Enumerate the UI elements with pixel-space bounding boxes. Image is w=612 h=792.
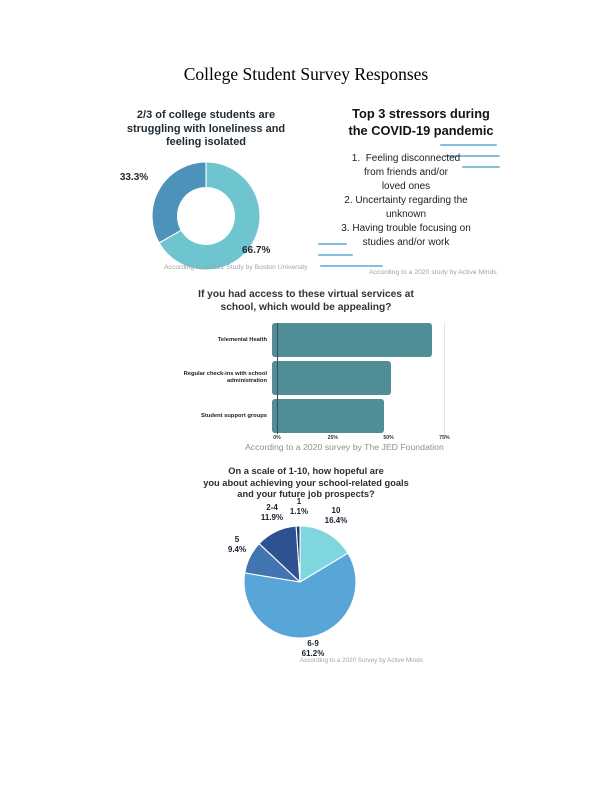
stressor-item-line: 1. Feeling disconnected — [351, 153, 461, 164]
donut-heading-line: struggling with loneliness and — [126, 122, 286, 135]
bar-category-label: Regular check-ins with school administration — [183, 371, 267, 384]
bar-source-caption: According to a 2020 survey by The JED Foundation — [245, 442, 444, 452]
stressors-list — [320, 152, 492, 250]
bar-track — [272, 361, 460, 395]
stressor-item-line: from friends and/or — [364, 167, 448, 178]
stressor-item-line: loved ones — [381, 181, 431, 192]
bar-track — [272, 323, 460, 357]
bar-row — [155, 399, 460, 433]
donut-source-caption: According to a 2021 Study by Boston University — [164, 264, 308, 271]
virtual-services-bar-chart — [155, 323, 460, 445]
pie-label-2-4: 2-4 11.9% — [260, 503, 284, 522]
decorative-line — [318, 254, 353, 256]
bar-row — [155, 323, 460, 357]
bar-category-label: Telemental Health — [217, 336, 267, 343]
pie-chart-title-line: and your future job prospects? — [237, 489, 375, 499]
bar-regular-check-ins — [272, 361, 391, 395]
decorative-line — [320, 265, 383, 267]
pie-chart-title-line: On a scale of 1-10, how hopeful are — [228, 466, 384, 476]
pie-source-caption: According to a 2020 Survey by Active Minds — [300, 657, 423, 664]
hopefulness-pie-chart — [243, 525, 357, 639]
donut-heading-line: feeling isolated — [165, 136, 247, 148]
bar-track — [272, 399, 460, 433]
x-tick-label: 0% — [273, 435, 281, 441]
stressors-heading — [338, 106, 504, 139]
x-tick-label: 25% — [327, 435, 338, 441]
page-title: College Student Survey Responses — [183, 64, 429, 84]
stressor-item-line: 3. Having trouble focusing on — [341, 223, 471, 234]
pie-label-10: 10 16.4% — [324, 506, 348, 525]
pie-chart-title — [190, 466, 422, 501]
donut-chart-heading — [103, 109, 309, 150]
donut-slice-label-33: 33.3% — [119, 172, 149, 183]
pie-label-5: 5 9.4% — [227, 535, 247, 554]
stressors-source-caption: According to a 2020 study by Active Minds — [369, 269, 497, 276]
bar-chart-title-line: school, which would be appealing? — [220, 302, 392, 313]
donut-heading-line: 2/3 of college students are — [136, 109, 276, 121]
stressor-item-line: studies and/or work — [362, 237, 450, 248]
bar-y-axis-line — [277, 323, 278, 434]
bar-row — [155, 361, 460, 395]
decorative-line — [440, 144, 497, 146]
pie-label-6-9: 6-9 61.2% — [301, 639, 325, 658]
pie-label-1: 1 1.1% — [289, 497, 309, 516]
x-tick-label: 75% — [439, 435, 450, 441]
stressor-item-line: unknown — [385, 209, 427, 220]
bar-telemental-health — [272, 323, 432, 357]
bar-category-label: Student support groups — [200, 412, 267, 419]
stressors-heading-line: the COVID-19 pandemic — [348, 122, 494, 138]
bar-chart-title — [156, 288, 456, 314]
stressors-heading-line: Top 3 stressors during — [352, 106, 490, 121]
pie-chart-title-line: you about achieving your school-related goals — [203, 477, 409, 488]
bar-chart-title-line: If you had access to these virtual services at — [198, 289, 414, 300]
donut-slice-label-66: 66.7% — [242, 245, 271, 256]
x-tick-label: 50% — [383, 435, 394, 441]
bar-student-support-groups — [272, 399, 384, 433]
stressor-item-line: 2. Uncertainty regarding the — [344, 195, 468, 206]
